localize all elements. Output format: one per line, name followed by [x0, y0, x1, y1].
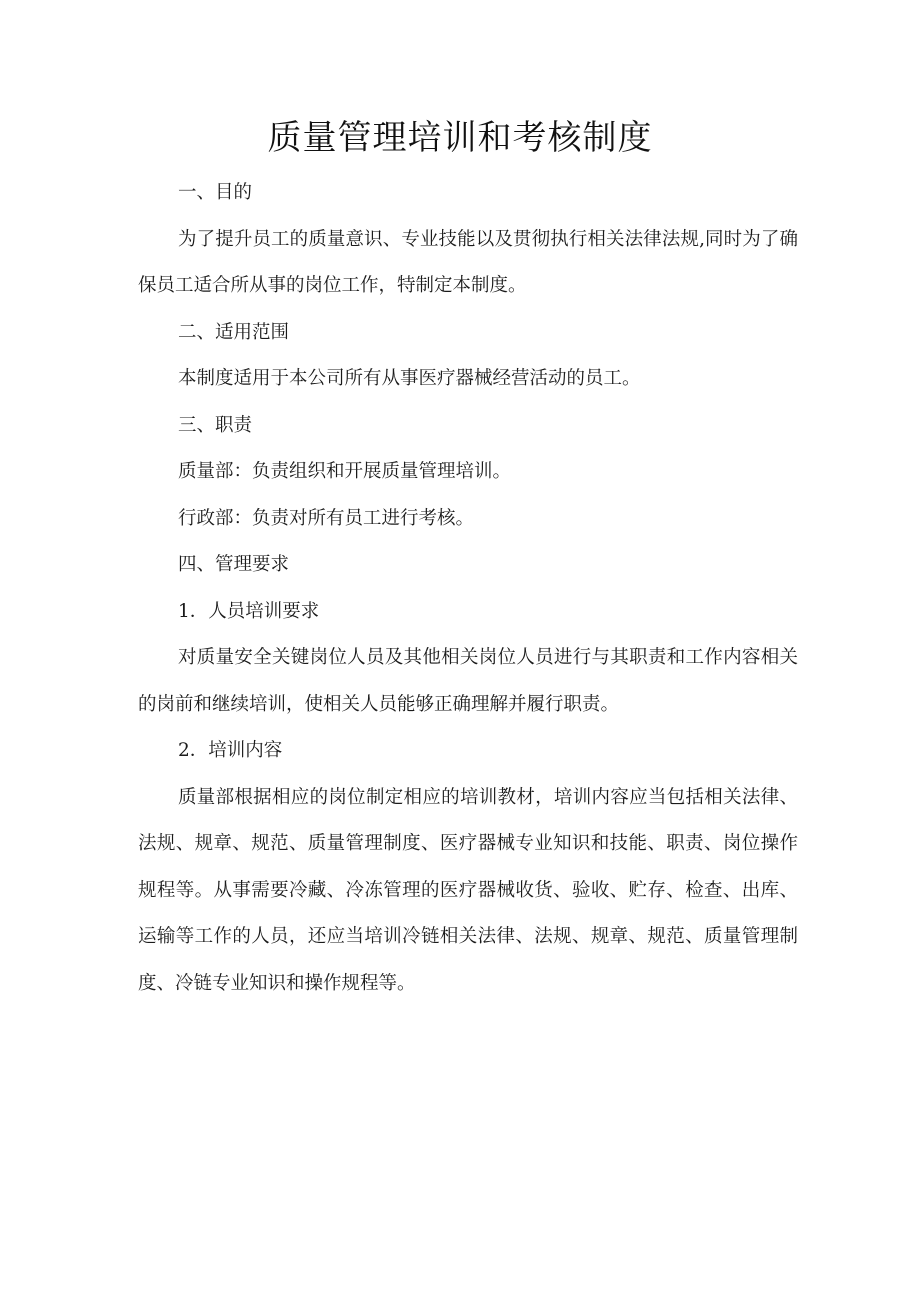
section-heading-requirements: 四、管理要求 — [178, 554, 290, 575]
section-heading-scope: 二、适用范围 — [178, 321, 290, 343]
section-heading-purpose: 一、目的 — [178, 182, 253, 203]
paragraph-purpose: 为了提升员工的质量意识、专业技能以及贯彻执行相关法律法规,同时为了确保员工适合所从事的岗位工作，特制定本制度。 — [138, 228, 798, 296]
document-body — [138, 170, 798, 1007]
subsection-heading-training-content: 2．培训内容 — [178, 740, 283, 761]
section-heading-duty: 三、职责 — [178, 414, 253, 436]
paragraph-duty-admin: 行政部：负责对所有员工进行考核。 — [178, 507, 475, 529]
document-title: 质量管理培训和考核制度 — [267, 118, 653, 158]
paragraph-training-content: 质量部根据相应的岗位制定相应的培训教材，培训内容应当包括相关法律、法规、规章、规范、质量管理制度、医疗器械专业知识和技能、职责、岗位操作规程等。从事需要冷藏、冷冻管理的医疗器械收货、验收、贮存、检查、出库、运输等工作的人员，还应当培训冷链相关法律、法规、规章、规范、质量管理制度、冷链专业知识和操作规程等。 — [138, 786, 798, 994]
subsection-heading-training-requirements: 1．人员培训要求 — [178, 600, 320, 622]
paragraph-training-requirements: 对质量安全关键岗位人员及其他相关岗位人员进行与其职责和工作内容相关的岗前和继续培训，使相关人员能够正确理解并履行职责。 — [138, 647, 798, 715]
paragraph-duty-quality: 质量部：负责组织和开展质量管理培训。 — [178, 461, 512, 482]
paragraph-scope: 本制度适用于本公司所有从事医疗器械经营活动的员工。 — [178, 368, 641, 389]
